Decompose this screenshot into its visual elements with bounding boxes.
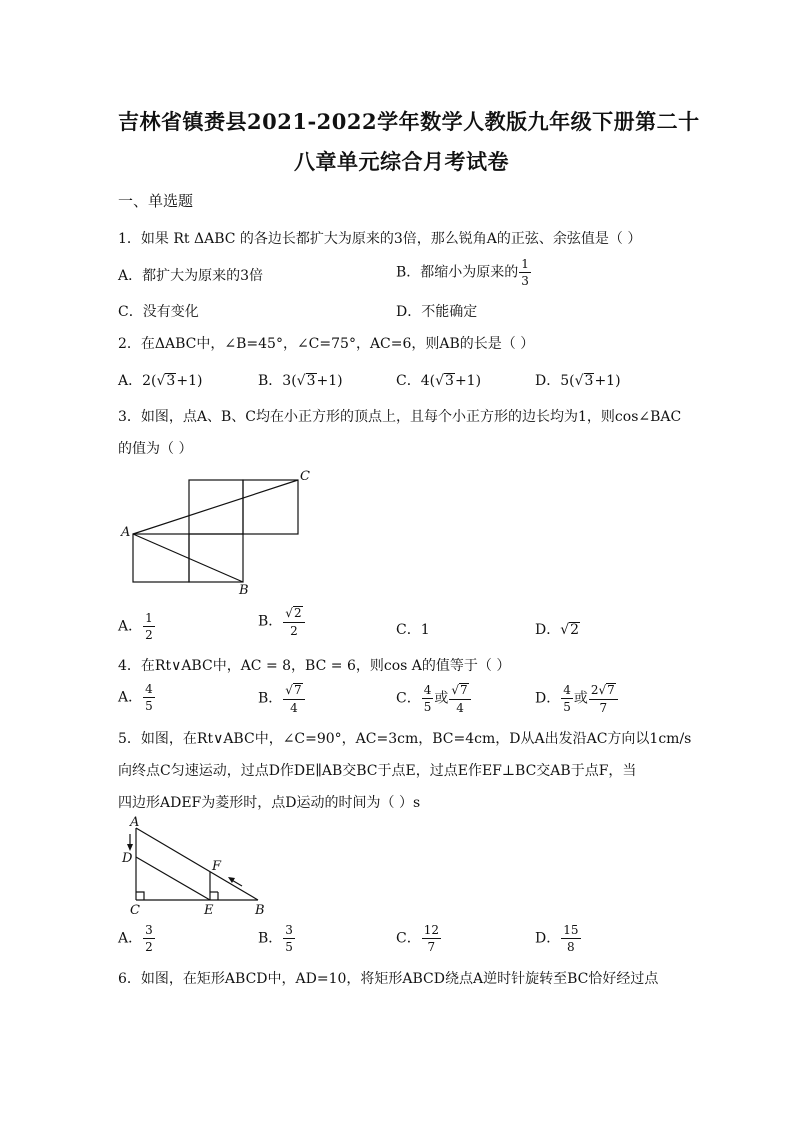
q2-option-d[interactable]: D．5(√3+1) [535,373,621,389]
question-4-stem: 4．在Rt∨ABC中，AC = 8，BC = 6，则cos A的值等于（ ） [118,658,511,674]
q1-option-b-fraction: $\frac{1}{3}$ [521,257,529,288]
q3-option-b[interactable]: B． $\frac{√2}{2}$ [258,606,306,637]
point-a-label: A [130,815,140,830]
point-a-label: A [121,525,131,540]
q2-option-a[interactable]: A．2(√3+1) [118,373,203,389]
point-c-label: C [300,469,310,484]
question-5-stem-line1: 5．如图，在Rt∨ABC中，∠C=90°，AC=3cm，BC=4cm，D从A出发沿AC方向以1cm/s [118,731,692,747]
q2-option-c[interactable]: C．4(√3+1) [396,373,482,389]
q2-option-b[interactable]: B．3(√3+1) [258,373,343,389]
q3-option-a[interactable]: A． $\frac{1}{2}$ [118,611,153,642]
q1-option-b-text: B．都缩小为原来的 [396,264,519,281]
q1-option-a[interactable]: A．都扩大为原来的3倍 [118,268,264,284]
page-title-line2: 八章单元综合月考试卷 [294,149,509,174]
question-2-stem: 2．在ΔABC中，∠B=45°，∠C=75°，AC=6，则AB的长是（ ） [118,336,535,352]
point-c-label: C [130,903,140,918]
q5-triangle-figure [118,814,278,918]
point-b-label: B [255,903,265,918]
question-6-stem: 6．如图，在矩形ABCD中，AD=10，将矩形ABCD绕点A逆时针旋转至BC恰好经过点 [118,971,659,987]
segment-ac [133,480,298,534]
q3-grid-figure [118,466,318,598]
grid-square [243,480,298,534]
q4-option-d[interactable]: D． $\frac{4}{5}$ 或 $\frac{2√7}{7}$ [535,683,619,714]
q4-option-c[interactable]: C． $\frac{4}{5}$ 或 $\frac{√7}{4}$ [396,683,472,714]
right-angle-c [136,892,144,900]
arrow-down-head-icon [127,844,133,851]
question-3-stem-line2: 的值为（ ） [118,441,193,457]
point-f-label: F [212,859,222,874]
segment-de [136,857,210,900]
question-3-stem-line1: 3．如图，点A、B、C均在小正方形的顶点上，且每个小正方形的边长均为1，则cos∠BAC [118,409,682,425]
segment-ab [133,534,243,582]
question-5-stem-line2: 向终点C匀速运动，过点D作DE∥AB交BC于点E，过点E作EF⊥BC交AB于点F，当 [118,763,637,779]
point-e-label: E [204,903,214,918]
question-1-stem: 1．如果 Rt ΔABC 的各边长都扩大为原来的3倍，那么锐角A的正弦、余弦值是（ ） [118,231,642,247]
q3-option-c[interactable]: C．1 [396,622,430,638]
point-d-label: D [122,851,133,866]
q5-option-d[interactable]: D． $\frac{15}{8}$ [535,923,579,954]
grid-square [189,534,243,582]
q1-option-d[interactable]: D．不能确定 [396,304,478,320]
q3-option-d[interactable]: D．√2 [535,622,580,638]
q5-option-a[interactable]: A． $\frac{3}{2}$ [118,923,153,954]
side-ab [136,828,258,900]
q4-option-a[interactable]: A． $\frac{4}{5}$ [118,682,153,713]
arrow-up-left-head-icon [228,877,235,883]
question-5-stem-line3: 四边形ADEF为菱形时，点D运动的时间为（ ）s [118,795,421,811]
grid-square [133,534,189,582]
q4-option-b[interactable]: B． $\frac{√7}{4}$ [258,683,306,714]
q5-option-c[interactable]: C． $\frac{12}{7}$ [396,923,439,954]
q5-option-b[interactable]: B． $\frac{3}{5}$ [258,923,293,954]
q1-option-b[interactable] [396,258,532,287]
section-heading: 一、单选题 [118,192,194,210]
page-title-line1: 吉林省镇赉县2021-2022学年数学人教版九年级下册第二十 [118,109,700,134]
point-b-label: B [239,583,249,598]
q1-option-c[interactable]: C．没有变化 [118,304,199,320]
